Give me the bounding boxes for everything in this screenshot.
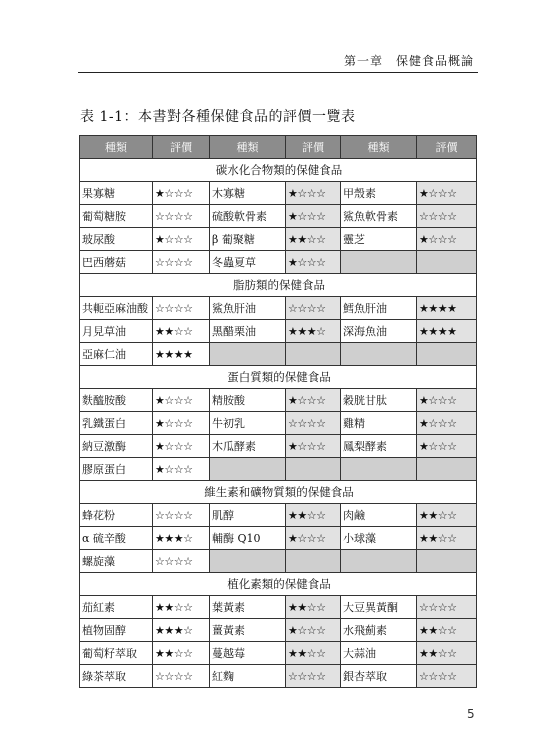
item-name: 大蒜油 xyxy=(341,642,417,665)
item-rating: ☆☆☆☆ xyxy=(153,665,210,688)
item-name: 肉鹼 xyxy=(341,504,417,527)
table-row xyxy=(80,343,477,366)
item-name: 小球藻 xyxy=(341,527,417,550)
table-row xyxy=(80,205,477,228)
table-row xyxy=(80,412,477,435)
item-rating: ★☆☆☆ xyxy=(153,458,210,481)
item-name: 木瓜酵素 xyxy=(210,435,286,458)
item-name: 穀胱甘肽 xyxy=(341,389,417,412)
section-row xyxy=(80,274,477,297)
item-rating: ★★☆☆ xyxy=(286,504,341,527)
item-name: 水飛薊素 xyxy=(341,619,417,642)
item-rating: ★★☆☆ xyxy=(417,504,477,527)
item-rating: ★☆☆☆ xyxy=(286,251,341,274)
column-header: 評價 xyxy=(417,136,477,159)
item-rating: ★★★★ xyxy=(417,297,477,320)
item-rating: ☆☆☆☆ xyxy=(417,596,477,619)
item-rating: ★★☆☆ xyxy=(153,320,210,343)
item-name: 月見草油 xyxy=(80,320,153,343)
item-name: 玻尿酸 xyxy=(80,228,153,251)
item-rating: ★☆☆☆ xyxy=(286,527,341,550)
table-row xyxy=(80,435,477,458)
item-name: 靈芝 xyxy=(341,228,417,251)
item-rating: ★☆☆☆ xyxy=(286,205,341,228)
table-row xyxy=(80,228,477,251)
item-name: 共軛亞麻油酸 xyxy=(80,297,153,320)
item-name: 葡萄糖胺 xyxy=(80,205,153,228)
table-row xyxy=(80,297,477,320)
item-name: 葡萄籽萃取 xyxy=(80,642,153,665)
item-name xyxy=(210,550,286,573)
item-name: β 葡聚糖 xyxy=(210,228,286,251)
item-rating: ☆☆☆☆ xyxy=(417,205,477,228)
section-title: 植化素類的保健食品 xyxy=(80,573,477,596)
item-name: 深海魚油 xyxy=(341,320,417,343)
section-title: 維生素和礦物質類的保健食品 xyxy=(80,481,477,504)
item-name: 牛初乳 xyxy=(210,412,286,435)
item-rating: ☆☆☆☆ xyxy=(286,297,341,320)
table-row xyxy=(80,458,477,481)
item-name xyxy=(210,458,286,481)
item-name: 銀杏萃取 xyxy=(341,665,417,688)
item-name: 輔酶 Q10 xyxy=(210,527,286,550)
item-rating: ★★★★ xyxy=(417,320,477,343)
item-rating: ★☆☆☆ xyxy=(417,389,477,412)
item-name: 果寡糖 xyxy=(80,182,153,205)
item-rating: ★☆☆☆ xyxy=(286,435,341,458)
item-rating xyxy=(286,343,341,366)
item-rating: ★☆☆☆ xyxy=(417,228,477,251)
item-name xyxy=(341,458,417,481)
item-rating: ★★★☆ xyxy=(153,527,210,550)
item-rating: ★☆☆☆ xyxy=(153,228,210,251)
item-rating: ★☆☆☆ xyxy=(153,412,210,435)
table-row xyxy=(80,642,477,665)
item-name: 蜂花粉 xyxy=(80,504,153,527)
item-rating: ☆☆☆☆ xyxy=(417,665,477,688)
item-name: 螺旋藻 xyxy=(80,550,153,573)
item-name xyxy=(341,550,417,573)
item-rating: ★★☆☆ xyxy=(153,642,210,665)
item-name: 鯊魚軟骨素 xyxy=(341,205,417,228)
item-rating: ★★☆☆ xyxy=(153,596,210,619)
item-name: 蔓越莓 xyxy=(210,642,286,665)
item-name: 甲殼素 xyxy=(341,182,417,205)
item-rating: ★★☆☆ xyxy=(417,642,477,665)
item-name: 大豆異黃酮 xyxy=(341,596,417,619)
item-name: 亞麻仁油 xyxy=(80,343,153,366)
table-row xyxy=(80,619,477,642)
item-rating: ☆☆☆☆ xyxy=(286,412,341,435)
item-rating xyxy=(286,550,341,573)
item-name: 納豆激酶 xyxy=(80,435,153,458)
item-name: 鳳梨酵素 xyxy=(341,435,417,458)
item-rating xyxy=(417,550,477,573)
item-rating: ☆☆☆☆ xyxy=(153,550,210,573)
item-rating: ★☆☆☆ xyxy=(153,182,210,205)
table-row xyxy=(80,665,477,688)
section-row xyxy=(80,481,477,504)
column-header: 種類 xyxy=(80,136,153,159)
section-title: 碳水化合物類的保健食品 xyxy=(80,159,477,182)
item-rating: ★☆☆☆ xyxy=(286,182,341,205)
item-name: 鱈魚肝油 xyxy=(341,297,417,320)
column-header: 種類 xyxy=(341,136,417,159)
table-body xyxy=(80,159,477,688)
section-row xyxy=(80,159,477,182)
item-rating: ★★☆☆ xyxy=(286,596,341,619)
item-name: 乳鐵蛋白 xyxy=(80,412,153,435)
item-name: 木寡糖 xyxy=(210,182,286,205)
item-name xyxy=(341,343,417,366)
item-rating xyxy=(417,251,477,274)
item-rating: ★☆☆☆ xyxy=(153,435,210,458)
evaluation-table xyxy=(79,135,477,688)
item-rating xyxy=(417,458,477,481)
item-rating: ★★☆☆ xyxy=(417,527,477,550)
item-name: 麩醯胺酸 xyxy=(80,389,153,412)
table-row xyxy=(80,389,477,412)
section-row xyxy=(80,573,477,596)
item-rating: ★★☆☆ xyxy=(286,642,341,665)
item-name: 肌醇 xyxy=(210,504,286,527)
table-row xyxy=(80,504,477,527)
column-header: 種類 xyxy=(210,136,286,159)
table-row xyxy=(80,182,477,205)
item-name xyxy=(210,343,286,366)
item-name: 植物固醇 xyxy=(80,619,153,642)
item-name: 紅麴 xyxy=(210,665,286,688)
table-row xyxy=(80,596,477,619)
column-header: 評價 xyxy=(153,136,210,159)
item-rating: ☆☆☆☆ xyxy=(153,251,210,274)
item-rating: ★☆☆☆ xyxy=(286,389,341,412)
item-rating: ★★★☆ xyxy=(286,320,341,343)
item-name xyxy=(341,251,417,274)
item-rating: ★★★★ xyxy=(153,343,210,366)
item-name: 精胺酸 xyxy=(210,389,286,412)
item-rating: ★☆☆☆ xyxy=(417,182,477,205)
chapter-header: 第一章 保健食品概論 xyxy=(343,54,474,68)
item-name: 黑醋栗油 xyxy=(210,320,286,343)
item-name: 綠茶萃取 xyxy=(80,665,153,688)
item-rating xyxy=(286,458,341,481)
item-rating: ★☆☆☆ xyxy=(417,435,477,458)
item-rating: ★★☆☆ xyxy=(286,228,341,251)
item-rating: ★☆☆☆ xyxy=(417,412,477,435)
section-title: 脂肪類的保健食品 xyxy=(80,274,477,297)
table-header-row xyxy=(80,136,477,159)
item-name: 薑黃素 xyxy=(210,619,286,642)
table-row xyxy=(80,251,477,274)
item-rating: ★★☆☆ xyxy=(417,619,477,642)
item-rating: ☆☆☆☆ xyxy=(286,665,341,688)
item-name: 茄紅素 xyxy=(80,596,153,619)
item-name: 雞精 xyxy=(341,412,417,435)
table-caption: 表 1-1：本書對各種保健食品的評價一覽表 xyxy=(80,109,356,125)
column-header: 評價 xyxy=(286,136,341,159)
item-name: 膠原蛋白 xyxy=(80,458,153,481)
item-name: 鯊魚肝油 xyxy=(210,297,286,320)
item-rating: ☆☆☆☆ xyxy=(153,504,210,527)
section-title: 蛋白質類的保健食品 xyxy=(80,366,477,389)
item-rating: ★☆☆☆ xyxy=(286,619,341,642)
item-name: 葉黃素 xyxy=(210,596,286,619)
item-rating: ★★★☆ xyxy=(153,619,210,642)
table-row xyxy=(80,550,477,573)
item-name: 巴西蘑菇 xyxy=(80,251,153,274)
header-rule xyxy=(78,72,478,73)
page-number: 5 xyxy=(467,707,475,721)
table-row xyxy=(80,527,477,550)
section-row xyxy=(80,366,477,389)
item-rating: ☆☆☆☆ xyxy=(153,297,210,320)
item-rating: ☆☆☆☆ xyxy=(153,205,210,228)
table-row xyxy=(80,320,477,343)
item-rating xyxy=(417,343,477,366)
item-name: 冬蟲夏草 xyxy=(210,251,286,274)
item-rating: ★☆☆☆ xyxy=(153,389,210,412)
item-name: 硫酸軟骨素 xyxy=(210,205,286,228)
item-name: α 硫辛酸 xyxy=(80,527,153,550)
